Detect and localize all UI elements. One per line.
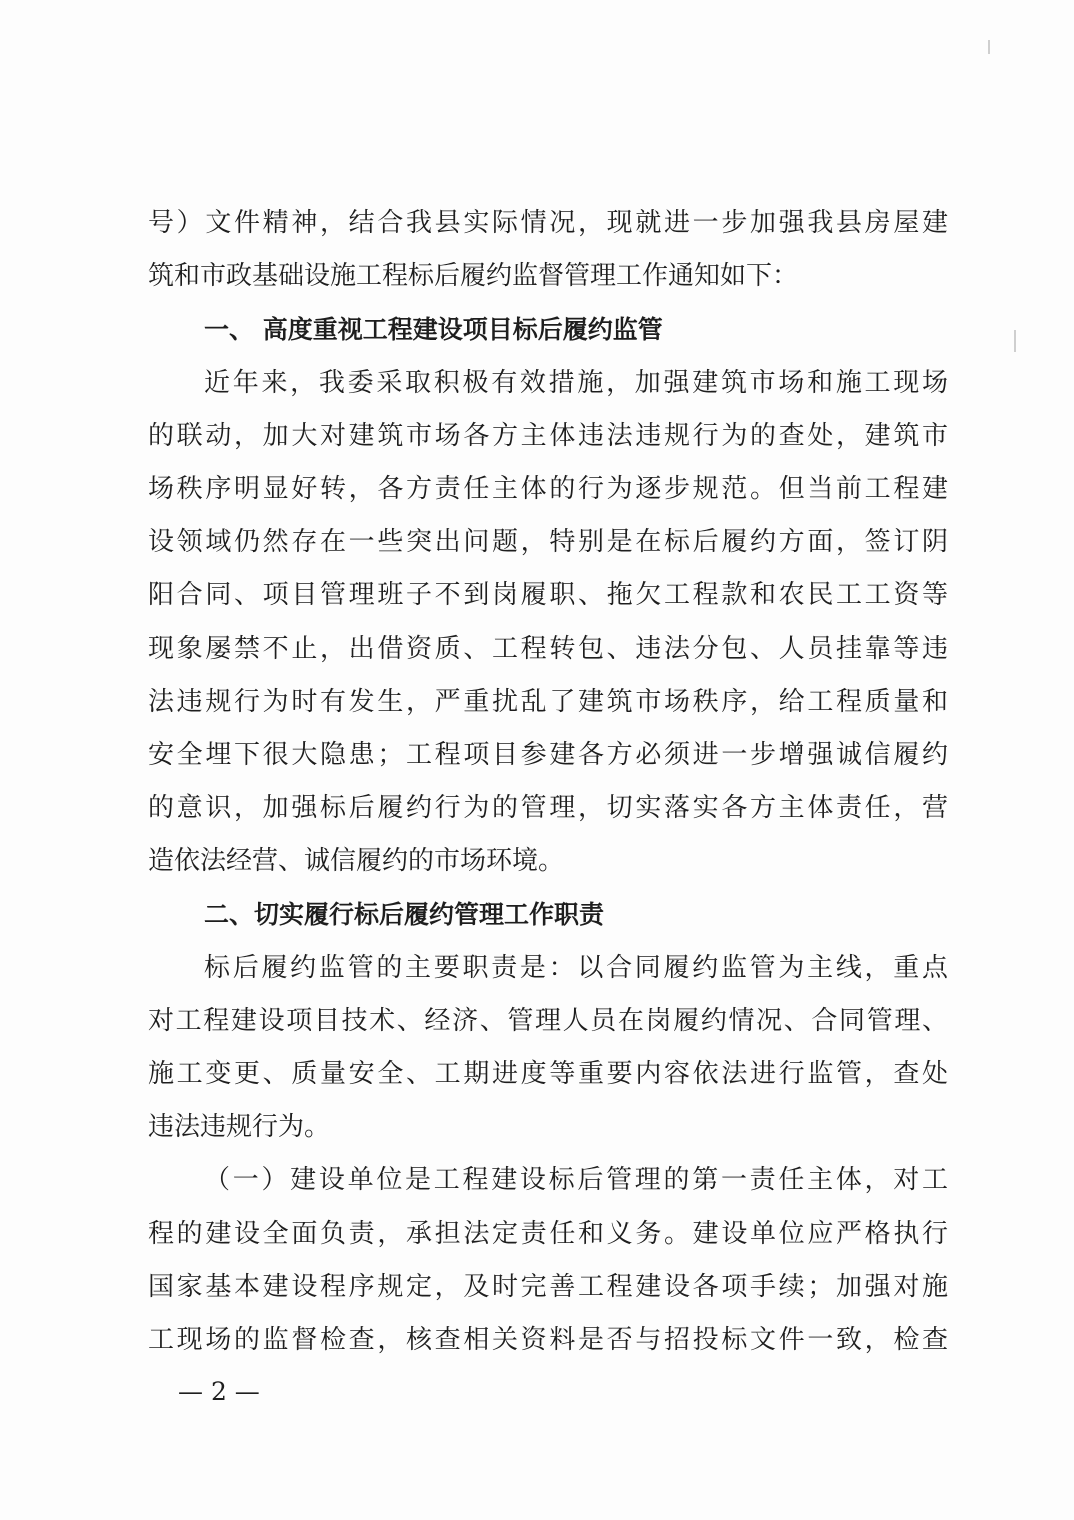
body-line: 阳合同、项目管理班子不到岗履职、拖欠工程款和农民工工资等: [148, 580, 948, 611]
body-line: 工现场的监督检查，核查相关资料是否与招投标文件一致，检查: [148, 1324, 948, 1355]
body-line: 法违规行为时有发生，严重扰乱了建筑市场秩序，给工程质量和: [148, 686, 948, 717]
body-line: 场秩序明显好转，各方责任主体的行为逐步规范。但当前工程建: [148, 473, 948, 504]
body-line: 标后履约监管的主要职责是：以合同履约监管为主线，重点: [204, 952, 948, 983]
body-line: 的意识，加强标后履约行为的管理，切实落实各方主体责任，营: [148, 793, 948, 824]
body-line: 现象屡禁不止，出借资质、工程转包、违法分包、人员挂靠等违: [148, 633, 948, 664]
section-heading-1: 一、 高度重视工程建设项目标后履约监管: [204, 315, 663, 345]
body-line: 筑和市政基础设施工程标后履约监督管理工作通知如下：: [148, 261, 799, 292]
scan-edge-mark: [988, 40, 990, 54]
body-line: （一）建设单位是工程建设标后管理的第一责任主体，对工: [204, 1165, 948, 1196]
body-line: 近年来，我委采取积极有效措施，加强建筑市场和施工现场: [204, 367, 948, 398]
body-line: 号）文件精神，结合我县实际情况，现就进一步加强我县房屋建: [148, 208, 948, 238]
body-line: 对工程建设项目技术、经济、管理人员在岗履约情况、合同管理、: [148, 1005, 948, 1036]
section-heading-2: 二、切实履行标后履约管理工作职责: [204, 900, 605, 930]
body-line: 安全埋下很大隐患；工程项目参建各方必须进一步增强诚信履约: [148, 739, 948, 770]
body-line: 的联动，加大对建筑市场各方主体违法违规行为的查处，建筑市: [148, 420, 948, 451]
body-line: 设领域仍然存在一些突出问题，特别是在标后履约方面，签订阴: [148, 527, 948, 558]
body-line: 施工变更、质量安全、工期进度等重要内容依法进行监管，查处: [148, 1059, 948, 1089]
body-line: 国家基本建设程序规定，及时完善工程建设各项手续；加强对施: [148, 1271, 948, 1302]
scan-edge-mark: [1014, 330, 1016, 352]
body-line: 程的建设全面负责，承担法定责任和义务。建设单位应严格执行: [148, 1218, 948, 1249]
body-line: 违法违规行为。: [148, 1112, 331, 1143]
body-line: 造依法经营、诚信履约的市场环境。: [148, 846, 565, 877]
page-number: — 2 —: [178, 1377, 260, 1406]
document-body: [148, 197, 948, 1367]
